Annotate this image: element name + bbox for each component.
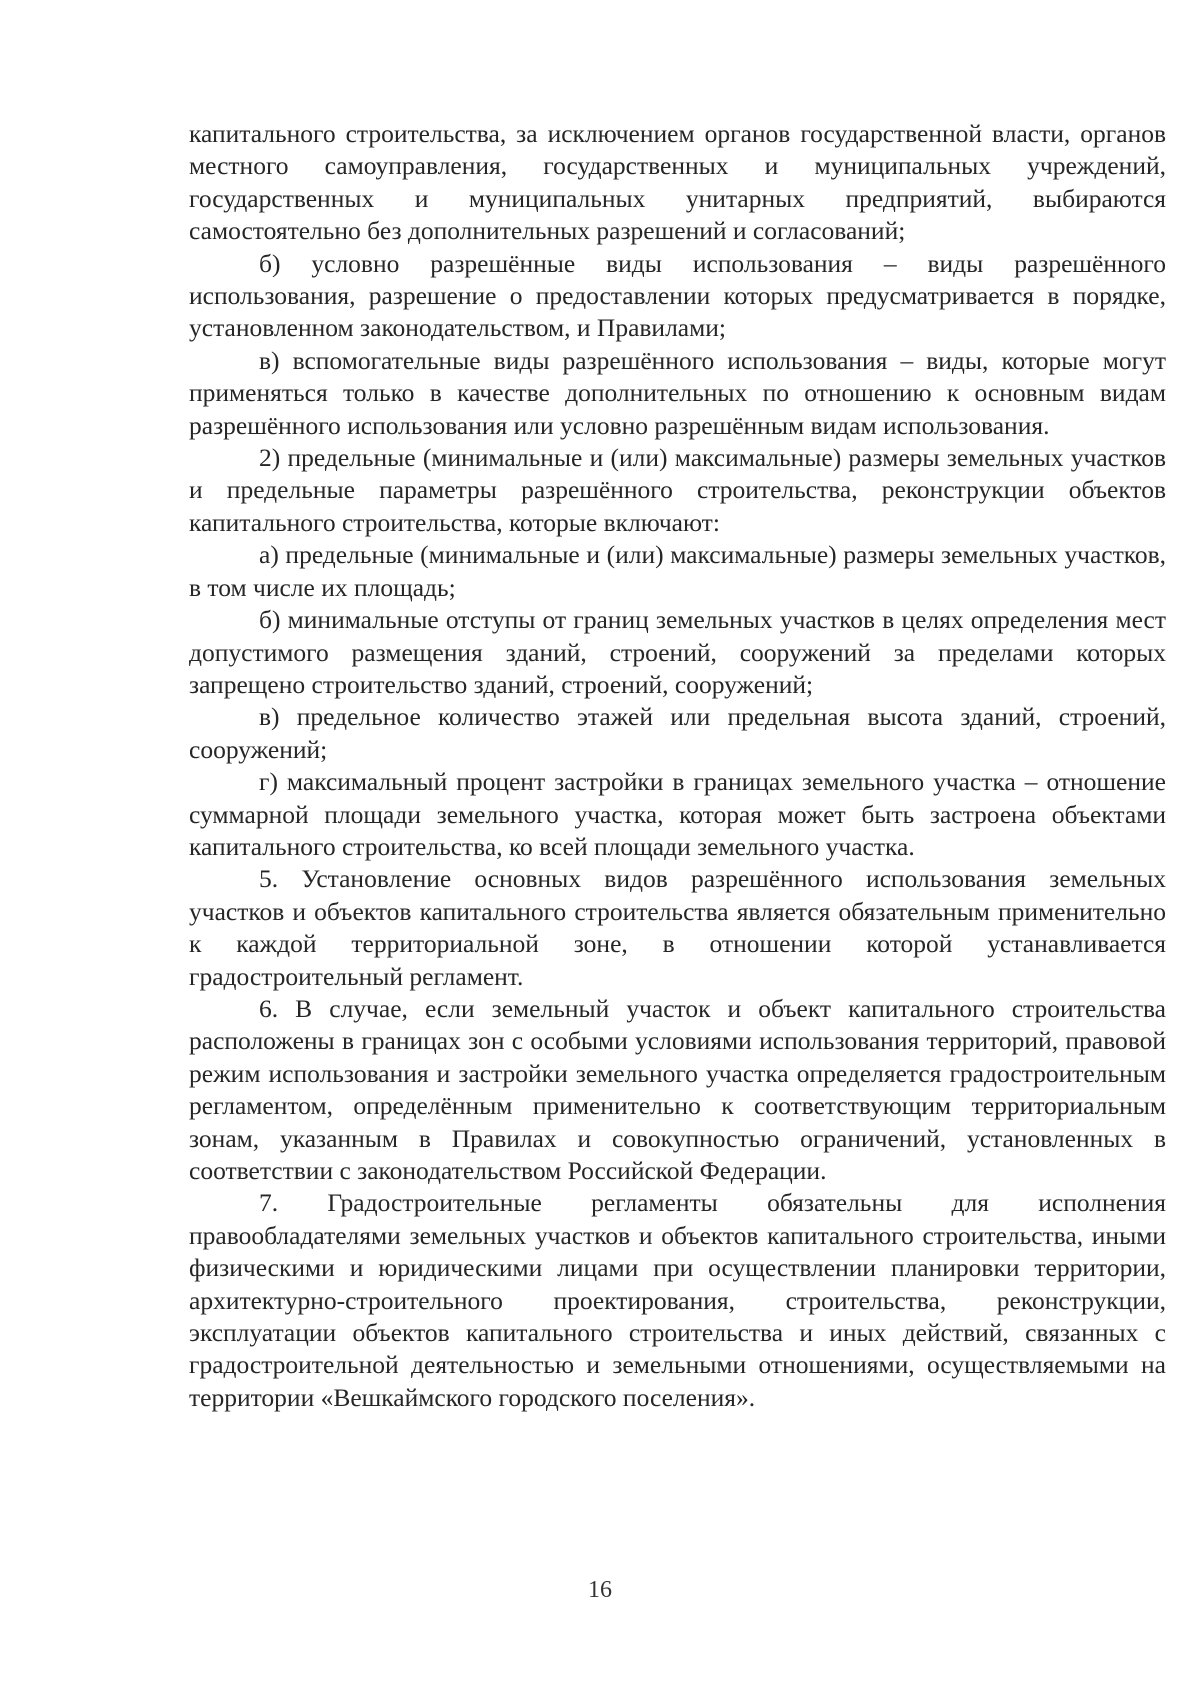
paragraph-point-6: 6. В случае, если земельный участок и объект капитального строительства расположены в границах зон с особыми условиями использования территорий, правовой режим использования и застройки земельного участка определяется градостроительным регламентом, определённым применительно к соответствующим территориальным зонам, указанным в Правилах и совокупностью ограничений, установленных в соответствии с законодательством Российской Федерации.	[189, 993, 1166, 1185]
paragraph-item-v-floors: в) предельное количество этажей или предельная высота зданий, строений, сооружений;	[189, 702, 1166, 764]
paragraph-item-b-conditional: б) условно разрешённые виды использования – виды разрешённого использования, разрешение о предоставлении которых предусматривается в порядке, установленном законодательством, и Правилами;	[189, 248, 1166, 343]
paragraph-point-5: 5. Установление основных видов разрешённого использования земельных участков и объектов капитального строительства является обязательным применительно к каждой территориальной зоне, в отношении которой устанавливается градостроительный регламент.	[189, 864, 1166, 991]
paragraph-item-2-limits: 2) предельные (минимальные и (или) максимальные) размеры земельных участков и предельные параметры разрешённого строительства, реконструкции объектов капитального строительства, которые включают:	[189, 443, 1166, 537]
paragraph-item-b-setbacks: б) минимальные отступы от границ земельных участков в целях определения мест допустимого размещения зданий, строений, сооружений за пределами которых запрещено строительство зданий, строений, сооружений;	[189, 605, 1166, 699]
document-body	[189, 118, 1166, 1414]
page-number: 16	[588, 1577, 612, 1603]
paragraph-item-v-auxiliary: в) вспомогательные виды разрешённого использования – виды, которые могут применяться только в качестве дополнительных по отношению к основным видам разрешённого использования или условно разрешённым видам использования.	[189, 345, 1166, 440]
paragraph-item-a-sizes: а) предельные (минимальные и (или) максимальные) размеры земельных участков, в том числе их площадь;	[189, 540, 1166, 602]
paragraph-item-g-coverage: г) максимальный процент застройки в границах земельного участка – отношение суммарной площади земельного участка, которая может быть застроена объектами капитального строительства, ко всей площади земельного участка.	[189, 767, 1166, 861]
paragraph-continuation: капитального строительства, за исключением органов государственной власти, органов местного самоуправления, государственных и муниципальных учреждений, государственных и муниципальных унитарных предприятий, выбираются самостоятельно без дополнительных разрешений и согласований;	[189, 119, 1166, 246]
paragraph-point-7: 7. Градостроительные регламенты обязательны для исполнения правообладателями земельных участков и объектов капитального строительства, иными физическими и юридическими лицами при осуществлении планировки территории, архитектурно-строительного проектирования, строительства, реконструкции, эксплуатации объектов капитального строительства и иных действий, связанных с градостроительной деятельностью и земельными отношениями, осуществляемыми на территории «Вешкаймского городского поселения».	[189, 1188, 1166, 1412]
